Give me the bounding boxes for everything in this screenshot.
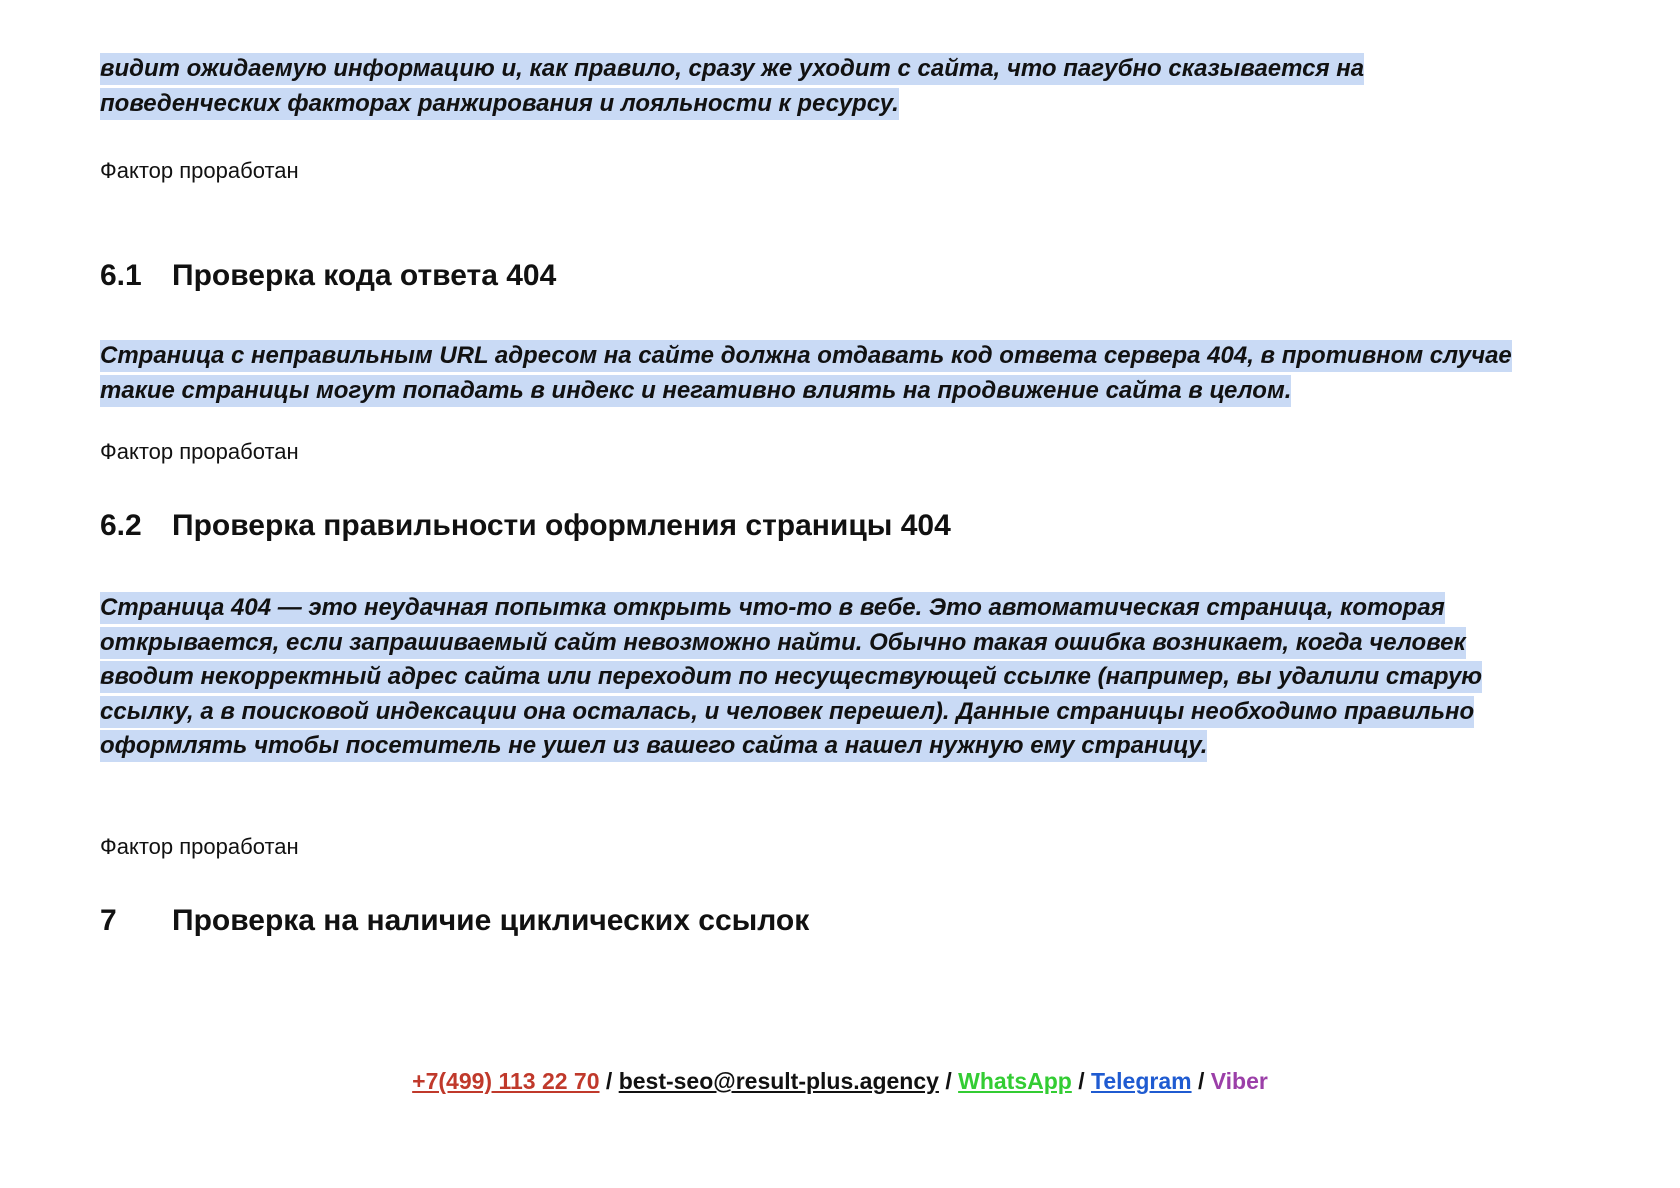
section-6-1-status-block — [100, 438, 299, 466]
section-6-1-paragraph-text: Страница с неправильным URL адресом на сайте должна отдавать код ответа сервера 404, в противном случае такие страницы могут попадать в индекс и негативно влиять на продвижение сайта в целом. — [100, 340, 1512, 407]
viber-link[interactable]: Viber — [1210, 1068, 1268, 1094]
section-6-1-paragraph-block — [100, 339, 1540, 408]
whatsapp-link[interactable]: WhatsApp — [958, 1068, 1072, 1094]
section-6-1-title: Проверка кода ответа 404 — [172, 259, 557, 292]
section-6-1-number: 6.1 — [100, 259, 142, 292]
section-6-1-paragraph — [100, 339, 1540, 408]
intro-paragraph — [100, 52, 1540, 121]
section-6-2-paragraph-block — [100, 591, 1540, 764]
intro-status: Фактор проработан — [100, 158, 299, 183]
section-6-2-heading-block — [100, 508, 951, 544]
section-6-2-status-block — [100, 833, 299, 861]
intro-status-block — [100, 157, 299, 185]
footer-separator: / — [1071, 1068, 1091, 1094]
intro-block — [100, 52, 1540, 121]
intro-paragraph-text: видит ожидаемую информацию и, как правило, сразу же уходит с сайта, что пагубно сказывается на поведенческих факторах ранжирования и лояльности к ресурсу. — [100, 53, 1364, 120]
email-link[interactable]: best-seo@result-plus.agency — [618, 1068, 939, 1094]
telegram-link[interactable]: Telegram — [1091, 1068, 1192, 1094]
section-7-heading-block — [100, 903, 809, 939]
section-6-2-heading — [100, 508, 951, 544]
footer-contacts — [0, 1066, 1680, 1096]
section-6-1-heading-block — [100, 258, 556, 294]
section-7-number: 7 — [100, 904, 117, 937]
section-7-heading — [100, 903, 809, 939]
section-6-2-paragraph-text: Страница 404 — это неудачная попытка открыть что-то в вебе. Это автоматическая страница, которая открывается, если запрашиваемый сайт невозможно найти. Обычно такая ошибка возникает, когда человек вводит некорректный адрес сайта или переходит по несуществующей ссылке (например, вы удалили старую ссылку, а в поисковой индексации она осталась, и человек перешел). Данные страницы необходимо правильно оформлять чтобы посетитель не ушел из вашего сайта а нашел нужную ему страницу. — [100, 592, 1482, 762]
footer-separator: / — [1191, 1068, 1211, 1094]
section-7-title: Проверка на наличие циклических ссылок — [172, 904, 810, 937]
section-6-2-status: Фактор проработан — [100, 834, 299, 859]
section-6-2-title: Проверка правильности оформления страницы 404 — [172, 509, 951, 542]
section-6-1-heading — [100, 258, 556, 294]
section-6-2-paragraph — [100, 591, 1540, 764]
section-6-2-number: 6.2 — [100, 509, 142, 542]
phone-link[interactable]: +7(499) 113 22 70 — [412, 1068, 600, 1094]
footer-separator: / — [599, 1068, 619, 1094]
section-6-1-status: Фактор проработан — [100, 439, 299, 464]
footer-separator: / — [938, 1068, 959, 1094]
